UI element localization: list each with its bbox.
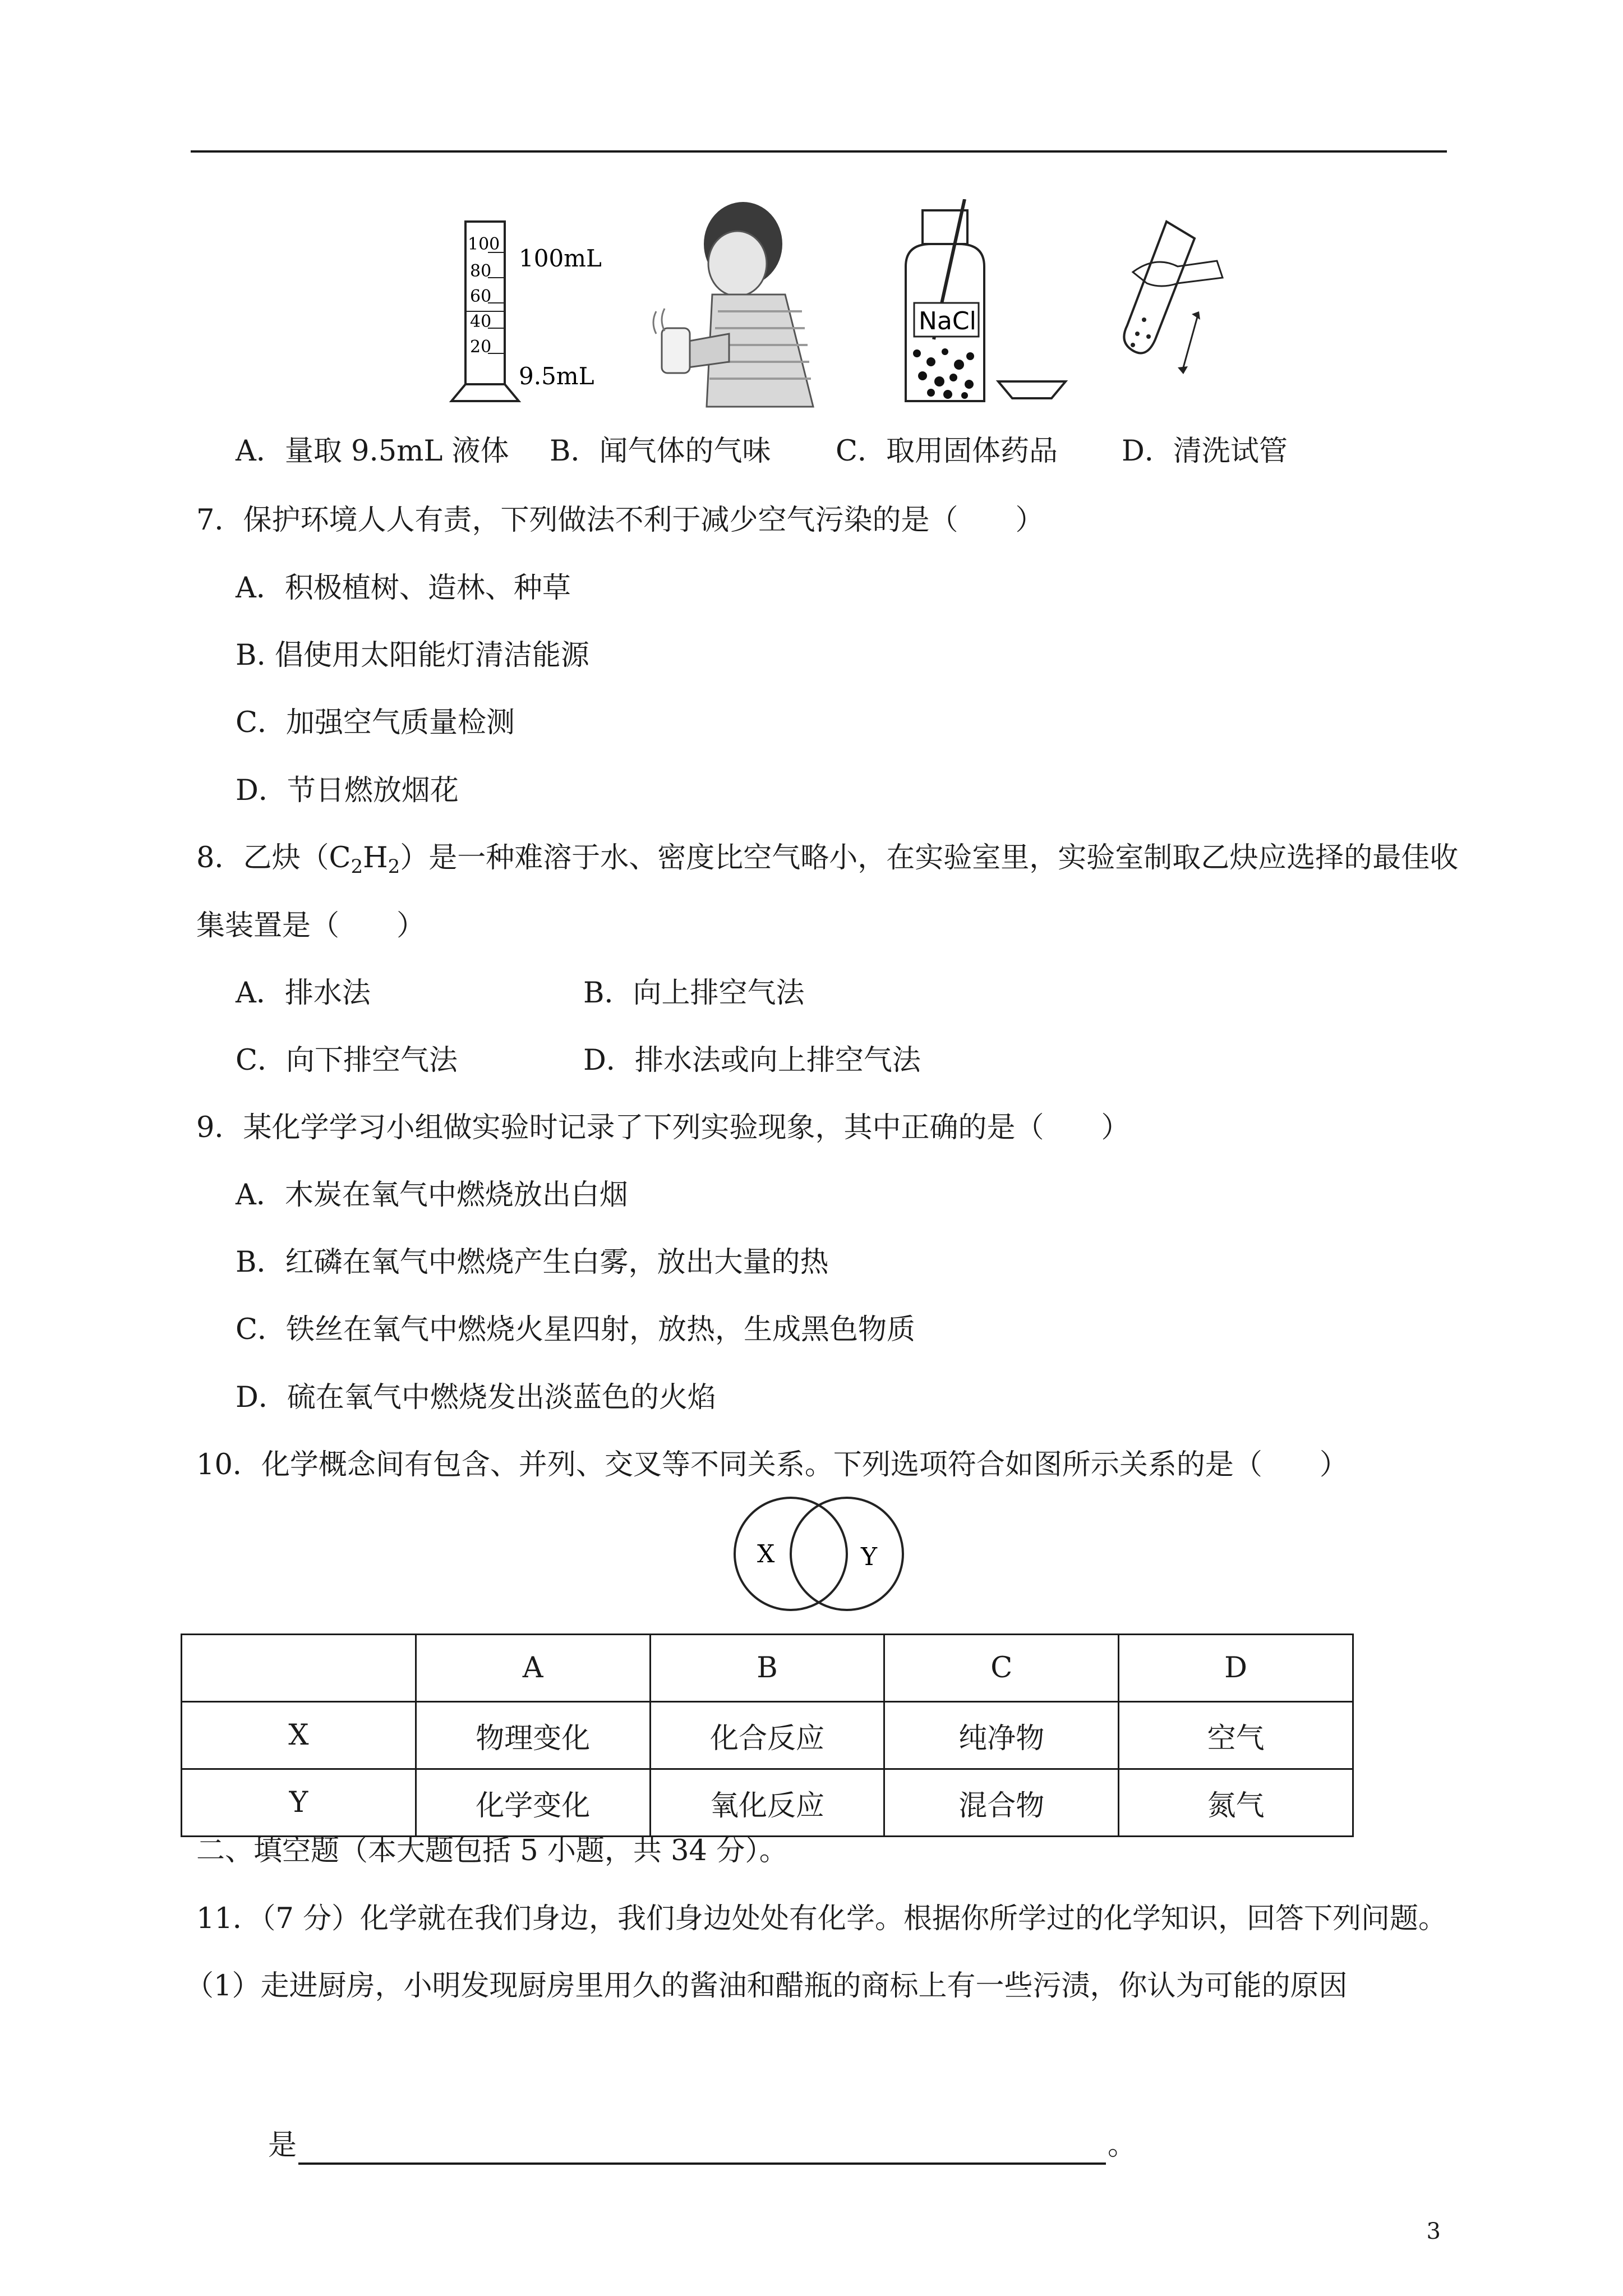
q9-option-d: D．硫在氧气中燃烧发出淡蓝色的火焰 bbox=[236, 1381, 716, 1414]
table-header-cell: D bbox=[1119, 1635, 1353, 1702]
bottle-label: NaCl bbox=[919, 307, 976, 335]
q10-stem: 10．化学概念间有包含、并列、交叉等不同关系。下列选项符合如图所示关系的是（ ） bbox=[196, 1448, 1348, 1481]
q8-option-c: C．向下排空气法 bbox=[236, 1044, 458, 1077]
q11-stem: 11．（7 分）化学就在我们身边，我们身边处处有化学。根据你所学过的化学知识，回答下列问题。 bbox=[196, 1902, 1447, 1935]
answer-blank-line bbox=[298, 2162, 1106, 2165]
q7-stem: 7．保护环境人人有责，下列做法不利于减少空气污染的是（ ） bbox=[196, 504, 1044, 537]
table-row bbox=[182, 1769, 1353, 1837]
table-header-row bbox=[182, 1635, 1353, 1702]
table-cell: 氧化反应 bbox=[650, 1769, 884, 1837]
test-tube-cleaning-figure bbox=[1094, 199, 1239, 412]
q7-option-b: B. 倡使用太阳能灯清洁能源 bbox=[236, 639, 589, 672]
table-header-cell: B bbox=[650, 1635, 884, 1702]
table-cell: 化合反应 bbox=[650, 1702, 884, 1769]
q11-part1-end: 。 bbox=[1108, 2129, 1137, 2162]
cylinder-bottom-label: 9.5mL bbox=[519, 362, 594, 390]
q10-options-table bbox=[181, 1634, 1354, 1837]
table-cell: 空气 bbox=[1119, 1702, 1353, 1769]
cylinder-tick-40: 40 bbox=[470, 312, 492, 332]
table-row bbox=[182, 1702, 1353, 1769]
q8-subscript-1: 2 bbox=[351, 855, 363, 878]
cylinder-tick-20: 20 bbox=[470, 337, 492, 357]
q7-option-a: A．积极植树、造林、种草 bbox=[236, 572, 571, 605]
q8-stem-pre: 8．乙炔（C bbox=[196, 841, 351, 875]
table-cell: 化学变化 bbox=[416, 1769, 650, 1837]
page-number: 3 bbox=[1426, 2219, 1441, 2244]
table-cell: X bbox=[182, 1702, 416, 1769]
q6-option-b: B．闻气体的气味 bbox=[550, 435, 771, 468]
q6-options bbox=[236, 432, 1357, 471]
q6-option-d: D．清洗试管 bbox=[1122, 435, 1288, 468]
q8-option-d: D．排水法或向上排空气法 bbox=[583, 1044, 921, 1077]
venn-label-y: Y bbox=[861, 1543, 878, 1571]
table-cell: 物理变化 bbox=[416, 1702, 650, 1769]
venn-label-x: X bbox=[757, 1540, 775, 1568]
cylinder-tick-100: 100 bbox=[468, 234, 500, 254]
table-cell: 纯净物 bbox=[884, 1702, 1119, 1769]
q8-option-a: A．排水法 bbox=[236, 977, 371, 1010]
q9-option-b: B．红磷在氧气中燃烧产生白雾，放出大量的热 bbox=[236, 1246, 829, 1279]
table-cell: Y bbox=[182, 1769, 416, 1837]
q7-option-c: C．加强空气质量检测 bbox=[236, 706, 515, 739]
q7-option-d: D．节日燃放烟花 bbox=[236, 774, 459, 807]
cylinder-top-label: 100mL bbox=[519, 245, 602, 272]
table-header-cell: A bbox=[416, 1635, 650, 1702]
cylinder-tick-80: 80 bbox=[470, 261, 492, 281]
cylinder-tick-60: 60 bbox=[470, 287, 492, 306]
smelling-gas-boy-figure bbox=[645, 199, 830, 412]
q6-figures bbox=[443, 199, 1239, 424]
q11-part1: （1）走进厨房，小明发现厨房里用久的酱油和醋瓶的商标上有一些污渍，你认为可能的原因 bbox=[185, 1970, 1348, 2003]
q8-stem-mid: H bbox=[363, 841, 388, 875]
table-cell: 氮气 bbox=[1119, 1769, 1353, 1837]
q8-option-b: B．向上排空气法 bbox=[583, 977, 805, 1010]
q9-option-a: A．木炭在氧气中燃烧放出白烟 bbox=[236, 1179, 628, 1212]
q6-option-a: A．量取 9.5mL 液体 bbox=[236, 435, 509, 468]
q6-option-c: C．取用固体药品 bbox=[836, 435, 1058, 468]
q11-part1-cont: 是 bbox=[268, 2129, 297, 2162]
q8-subscript-2: 2 bbox=[388, 855, 400, 878]
q8-stem bbox=[196, 839, 1458, 886]
q9-stem: 9．某化学学习小组做实验时记录了下列实验现象，其中正确的是（ ） bbox=[196, 1111, 1130, 1144]
nacl-bottle-figure bbox=[880, 199, 1088, 412]
table-header-cell bbox=[182, 1635, 416, 1702]
venn-diagram bbox=[718, 1492, 920, 1616]
q8-stem-line2: 集装置是（ ） bbox=[196, 909, 426, 942]
table-cell: 混合物 bbox=[884, 1769, 1119, 1837]
table-header-cell: C bbox=[884, 1635, 1119, 1702]
q9-option-c: C．铁丝在氧气中燃烧火星四射，放热，生成黑色物质 bbox=[236, 1313, 916, 1346]
section-title: 二、填空题（本大题包括 5 小题，共 34 分）。 bbox=[196, 1834, 788, 1867]
q8-options-row2 bbox=[236, 1041, 1245, 1080]
graduated-cylinder-figure bbox=[443, 199, 617, 412]
q8-stem-post: ）是一种难溶于水、密度比空气略小，在实验室里，实验室制取乙炔应选择的最佳收 bbox=[400, 841, 1459, 875]
q8-options-row1 bbox=[236, 974, 1245, 1013]
header-rule bbox=[191, 150, 1447, 153]
